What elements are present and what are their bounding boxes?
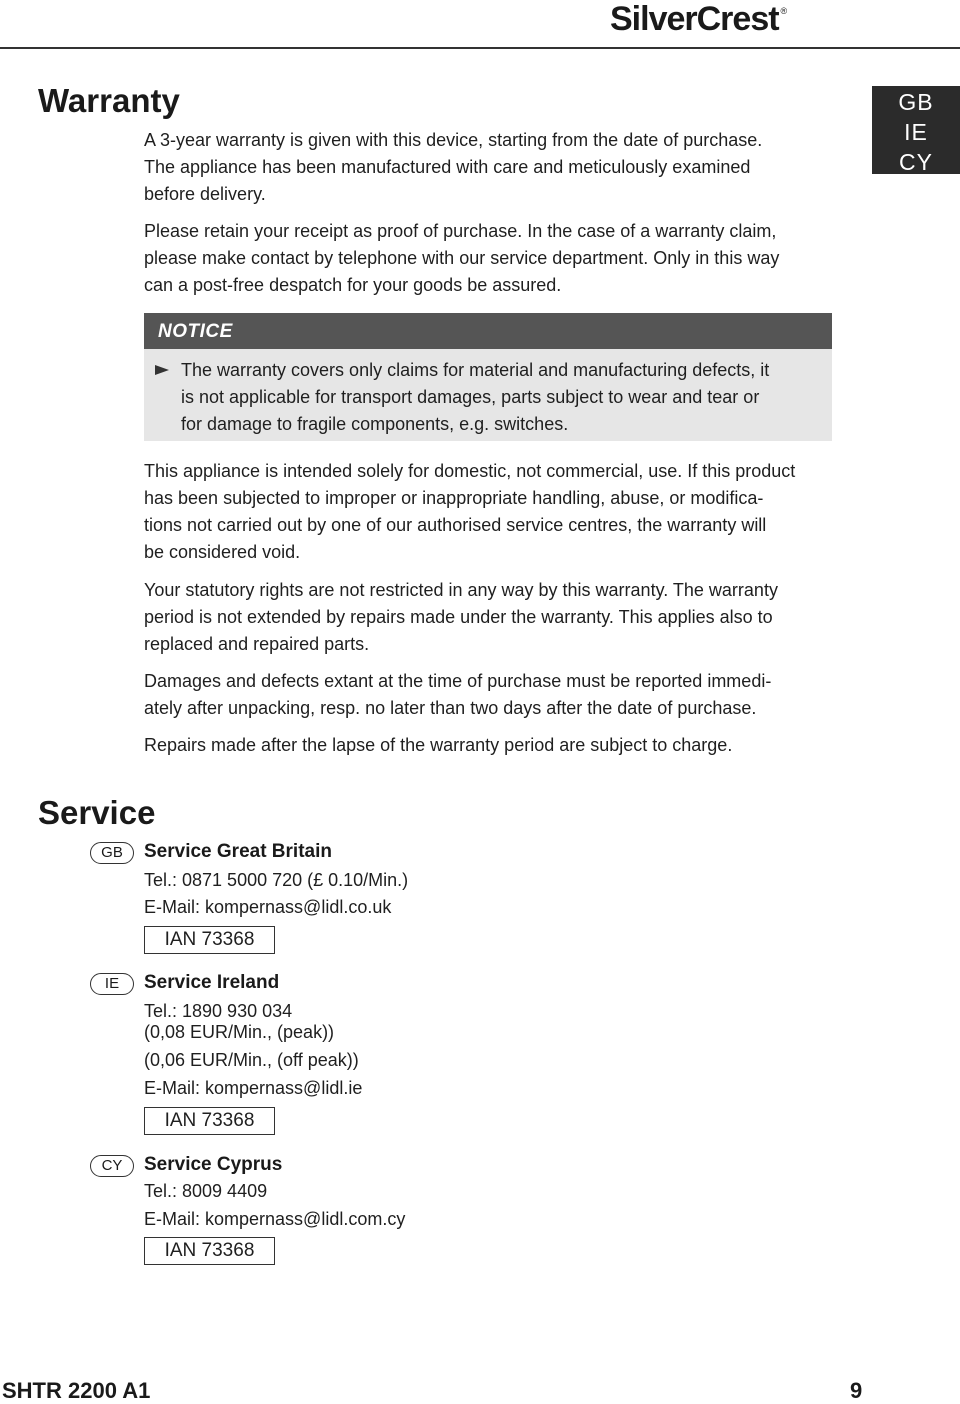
text-line: replaced and repaired parts. <box>144 634 370 654</box>
warranty-paragraph-2 <box>144 218 779 299</box>
service-cy-email: E-Mail: kompernass@lidl.com.cy <box>144 1209 406 1229</box>
service-gb-title: Service Great Britain <box>144 841 332 862</box>
text-line: The appliance has been manufactured with care and meticulously examined <box>144 157 751 177</box>
warranty-paragraph-4 <box>144 577 778 658</box>
warranty-paragraph-5 <box>144 668 771 722</box>
country-tag-cy: CY <box>90 1155 134 1177</box>
text-line: ately after unpacking, resp. no later than two days after the date of purchase. <box>144 698 757 718</box>
footer-model: SHTR 2200 A1 <box>2 1378 151 1403</box>
service-cy-tel: Tel.: 8009 4409 <box>144 1181 268 1201</box>
brand-logo <box>610 0 786 40</box>
text-line: A 3-year warranty is given with this device, starting from the date of purchase. <box>144 130 763 150</box>
service-ie-tel: Tel.: 1890 930 034 <box>144 1001 293 1021</box>
service-gb-email: E-Mail: kompernass@lidl.co.uk <box>144 897 392 917</box>
page-number: 9 <box>850 1378 863 1403</box>
text-line: Damages and defects extant at the time of purchase must be reported immedi- <box>144 671 772 691</box>
text-line: is not applicable for transport damages, parts subject to wear and tear or <box>181 387 760 407</box>
warranty-paragraph-3 <box>144 458 795 566</box>
warranty-paragraph-1 <box>144 127 762 208</box>
text-line: Your statutory rights are not restricted in any way by this warranty. The warranty <box>144 580 778 600</box>
text-line: please make contact by telephone with our service department. Only in this way <box>144 248 780 268</box>
ian-box-gb: IAN 73368 <box>144 926 275 954</box>
notice-box <box>144 313 832 441</box>
header-rule <box>0 47 960 49</box>
brand-name: SilverCrest <box>610 0 779 38</box>
lang-gb: GB <box>898 89 934 115</box>
service-ie-email: E-Mail: kompernass@lidl.ie <box>144 1078 363 1098</box>
text-line: be considered void. <box>144 542 301 562</box>
service-heading: Service <box>38 794 156 831</box>
lang-ie: IE <box>904 119 928 145</box>
notice-text <box>181 357 816 438</box>
warranty-heading: Warranty <box>38 82 180 119</box>
ian-box-ie: IAN 73368 <box>144 1107 275 1135</box>
text-line: for damage to fragile components, e.g. switches. <box>181 414 569 434</box>
text-line: can a post-free despatch for your goods be assured. <box>144 275 562 295</box>
service-gb-tel: Tel.: 0871 5000 720 (£ 0.10/Min.) <box>144 870 409 890</box>
arrow-bullet-icon <box>155 365 169 375</box>
service-ie-title: Service Ireland <box>144 972 280 993</box>
country-tag-ie: IE <box>90 973 134 995</box>
service-ie-rate-peak: (0,08 EUR/Min., (peak)) <box>144 1022 335 1042</box>
text-line: before delivery. <box>144 184 266 204</box>
text-line: tions not carried out by one of our authorised service centres, the warranty will <box>144 515 767 535</box>
text-line: The warranty covers only claims for material and manufacturing defects, it <box>181 360 770 380</box>
service-cy-title: Service Cyprus <box>144 1154 283 1175</box>
registered-mark: ® <box>780 6 787 16</box>
text-line: Please retain your receipt as proof of purchase. In the case of a warranty claim, <box>144 221 777 241</box>
lang-cy: CY <box>899 149 933 175</box>
text-line: has been subjected to improper or inappropriate handling, abuse, or modifica- <box>144 488 764 508</box>
notice-heading: NOTICE <box>144 313 832 349</box>
service-ie-rate-offpeak: (0,06 EUR/Min., (off peak)) <box>144 1050 359 1070</box>
text-line: This appliance is intended solely for domestic, not commercial, use. If this product <box>144 461 796 481</box>
warranty-paragraph-6 <box>144 732 732 759</box>
text-line: Repairs made after the lapse of the warranty period are subject to charge. <box>144 735 733 755</box>
ian-box-cy: IAN 73368 <box>144 1237 275 1265</box>
language-tab <box>872 86 960 174</box>
country-tag-gb: GB <box>90 842 134 864</box>
text-line: period is not extended by repairs made under the warranty. This applies also to <box>144 607 773 627</box>
